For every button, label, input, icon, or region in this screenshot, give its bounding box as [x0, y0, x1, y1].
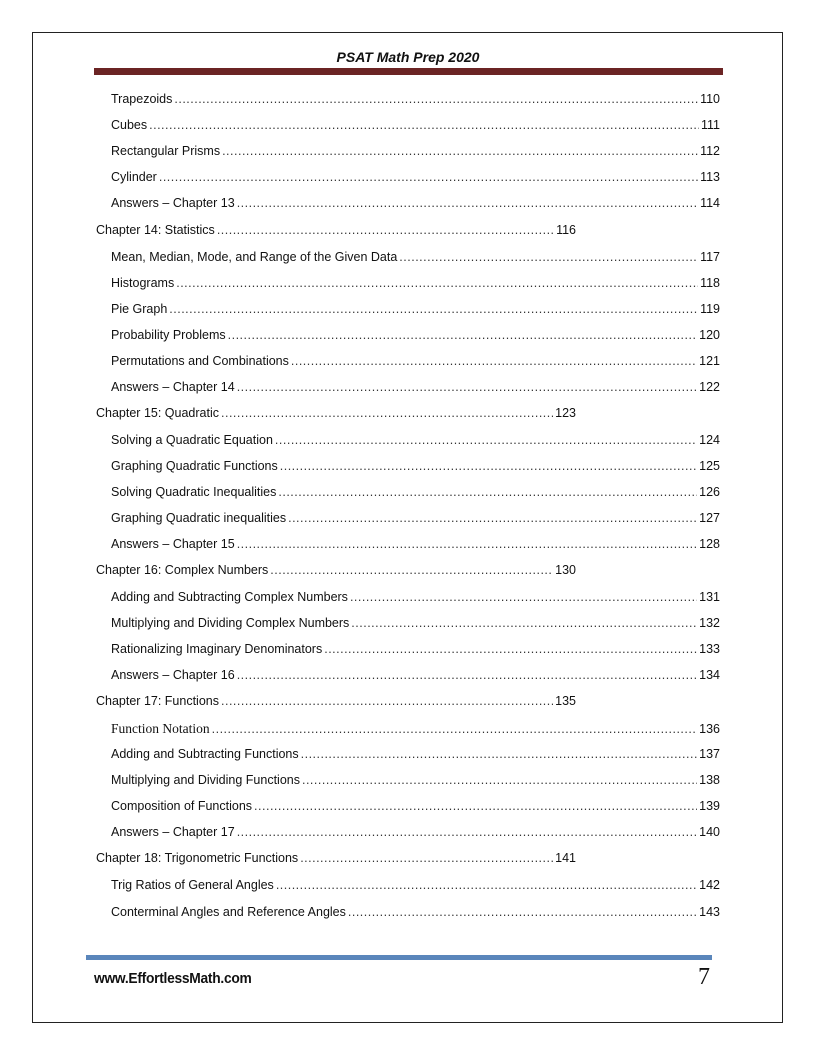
toc-leader-dots: [169, 302, 698, 316]
toc-entry-label: Rationalizing Imaginary Denominators: [111, 642, 323, 656]
toc-entry-label: Trig Ratios of General Angles: [111, 878, 274, 892]
toc-entry-page: 124: [699, 433, 720, 447]
toc-entry-page: 128: [699, 537, 720, 551]
toc-leader-dots: [212, 722, 698, 736]
toc-entry-page: 116: [556, 223, 576, 237]
toc-entry-label: Chapter 15: Quadratic: [96, 406, 219, 420]
header-rule: [94, 68, 723, 75]
toc-entry-label: Adding and Subtracting Complex Numbers: [111, 590, 348, 604]
toc-entry-page: 136: [699, 722, 720, 736]
toc-entry-page: 112: [700, 144, 720, 158]
toc-entry[interactable]: [111, 668, 720, 686]
toc-entry-label: Answers – Chapter 17: [111, 825, 235, 839]
toc-leader-dots: [291, 354, 697, 368]
toc-leader-dots: [254, 799, 697, 813]
toc-leader-dots: [237, 668, 697, 682]
toc-entry[interactable]: [111, 485, 720, 503]
toc-leader-dots: [221, 694, 553, 708]
toc-leader-dots: [222, 144, 698, 158]
toc-entry-page: 131: [699, 590, 720, 604]
toc-chapter-entry[interactable]: [96, 563, 576, 581]
toc-entry-label: Chapter 17: Functions: [96, 694, 219, 708]
toc-leader-dots: [324, 642, 697, 656]
toc-leader-dots: [351, 616, 697, 630]
toc-entry-page: 110: [700, 92, 720, 106]
toc-entry[interactable]: [111, 276, 720, 294]
toc-entry-page: 142: [699, 878, 720, 892]
toc-leader-dots: [280, 459, 697, 473]
toc-entry[interactable]: [111, 380, 720, 398]
toc-leader-dots: [301, 747, 698, 761]
toc-entry[interactable]: [111, 328, 720, 346]
toc-entry[interactable]: [111, 747, 720, 765]
toc-entry[interactable]: [111, 250, 720, 268]
toc-entry[interactable]: [111, 196, 720, 214]
toc-entry[interactable]: [111, 642, 720, 660]
toc-leader-dots: [237, 825, 697, 839]
toc-entry-label: Answers – Chapter 16: [111, 668, 235, 682]
toc-leader-dots: [228, 328, 698, 342]
toc-leader-dots: [399, 250, 698, 264]
toc-entry-page: 118: [700, 276, 720, 290]
toc-leader-dots: [174, 92, 698, 106]
toc-leader-dots: [237, 196, 698, 210]
toc-leader-dots: [237, 537, 697, 551]
footer-url[interactable]: www.EffortlessMath.com: [94, 970, 252, 987]
toc-entry[interactable]: [111, 799, 720, 817]
toc-leader-dots: [302, 773, 697, 787]
toc-entry[interactable]: [111, 170, 720, 188]
toc-entry-page: 119: [700, 302, 720, 316]
toc-entry[interactable]: [111, 118, 720, 136]
toc-entry-page: 123: [555, 406, 576, 420]
toc-entry[interactable]: [111, 354, 720, 372]
toc-entry[interactable]: [111, 721, 720, 739]
toc-entry-page: 137: [699, 747, 720, 761]
toc-entry[interactable]: [111, 590, 720, 608]
toc-leader-dots: [276, 878, 697, 892]
toc-leader-dots: [217, 223, 554, 237]
toc-entry-page: 139: [699, 799, 720, 813]
toc-entry-page: 117: [700, 250, 720, 264]
toc-entry[interactable]: [111, 144, 720, 162]
toc-entry-label: Conterminal Angles and Reference Angles: [111, 905, 346, 919]
footer-rule: [86, 955, 712, 960]
toc-chapter-entry[interactable]: [96, 694, 576, 712]
toc-entry-label: Trapezoids: [111, 92, 173, 106]
toc-leader-dots: [176, 276, 698, 290]
toc-entry-page: 141: [555, 851, 576, 865]
page-number: 7: [698, 964, 710, 990]
toc-entry-page: 130: [555, 563, 576, 577]
toc-entry[interactable]: [111, 537, 720, 555]
toc-entry-label: Cubes: [111, 118, 148, 132]
toc-entry-page: 133: [699, 642, 720, 656]
toc-entry-label: Rectangular Prisms: [111, 144, 221, 158]
toc-entry-label: Probability Problems: [111, 328, 226, 342]
toc-entry-label: Composition of Functions: [111, 799, 253, 813]
toc-entry-label: Graphing Quadratic inequalities: [111, 511, 287, 525]
toc-entry-label: Answers – Chapter 14: [111, 380, 235, 394]
toc-entry-page: 143: [699, 905, 720, 919]
toc-entry-label: Chapter 14: Statistics: [96, 223, 215, 237]
toc-entry-label: Function Notation: [111, 721, 210, 736]
toc-entry[interactable]: [111, 825, 720, 843]
toc-entry[interactable]: [111, 302, 720, 320]
toc-entry[interactable]: [111, 459, 720, 477]
toc-leader-dots: [159, 170, 698, 184]
toc-leader-dots: [237, 380, 697, 394]
toc-entry-page: 114: [700, 196, 720, 210]
toc-entry-page: 122: [699, 380, 720, 394]
toc-entry-label: Graphing Quadratic Functions: [111, 459, 278, 473]
toc-entry-label: Multiplying and Dividing Complex Numbers: [111, 616, 350, 630]
toc-entry-page: 113: [700, 170, 720, 184]
toc-leader-dots: [221, 406, 553, 420]
toc-entry-label: Permutations and Combinations: [111, 354, 289, 368]
toc-entry-page: 125: [699, 459, 720, 473]
toc-entry-page: 127: [699, 511, 720, 525]
toc-chapter-entry[interactable]: [96, 406, 576, 424]
toc-leader-dots: [278, 485, 697, 499]
toc-entry-page: 134: [699, 668, 720, 682]
toc-entry-label: Histograms: [111, 276, 175, 290]
toc-entry-label: Mean, Median, Mode, and Range of the Given Data: [111, 250, 398, 264]
toc-chapter-entry[interactable]: [96, 223, 576, 241]
toc-entry-page: 132: [699, 616, 720, 630]
toc-entry[interactable]: [111, 511, 720, 529]
toc-entry[interactable]: [111, 905, 720, 923]
toc-entry-label: Answers – Chapter 13: [111, 196, 235, 210]
toc-entry-page: 140: [699, 825, 720, 839]
toc-entry-label: Answers – Chapter 15: [111, 537, 235, 551]
toc-entry[interactable]: [111, 773, 720, 791]
toc-entry[interactable]: [111, 433, 720, 451]
toc-entry-label: Pie Graph: [111, 302, 168, 316]
toc-entry-label: Multiplying and Dividing Functions: [111, 773, 300, 787]
toc-leader-dots: [288, 511, 697, 525]
toc-entry-page: 126: [699, 485, 720, 499]
toc-leader-dots: [348, 905, 697, 919]
toc-leader-dots: [149, 118, 699, 132]
toc-entry-page: 111: [700, 118, 720, 132]
toc-leader-dots: [300, 851, 553, 865]
toc-entry-label: Solving Quadratic Inequalities: [111, 485, 277, 499]
toc-entry-page: 121: [699, 354, 720, 368]
header-title: PSAT Math Prep 2020: [336, 49, 480, 65]
toc-entry-page: 120: [699, 328, 720, 342]
toc-leader-dots: [275, 433, 697, 447]
toc-entry-label: Cylinder: [111, 170, 157, 184]
toc-entry-page: 135: [555, 694, 576, 708]
toc-entry-label: Chapter 16: Complex Numbers: [96, 563, 269, 577]
toc-entry[interactable]: [111, 616, 720, 634]
toc-leader-dots: [350, 590, 697, 604]
toc-chapter-entry[interactable]: [96, 851, 576, 869]
toc-entry[interactable]: [111, 878, 720, 896]
toc-leader-dots: [270, 563, 553, 577]
toc-entry[interactable]: [111, 92, 720, 110]
toc-entry-label: Solving a Quadratic Equation: [111, 433, 273, 447]
toc-entry-page: 138: [699, 773, 720, 787]
toc-entry-label: Chapter 18: Trigonometric Functions: [96, 851, 299, 865]
toc-entry-label: Adding and Subtracting Functions: [111, 747, 299, 761]
